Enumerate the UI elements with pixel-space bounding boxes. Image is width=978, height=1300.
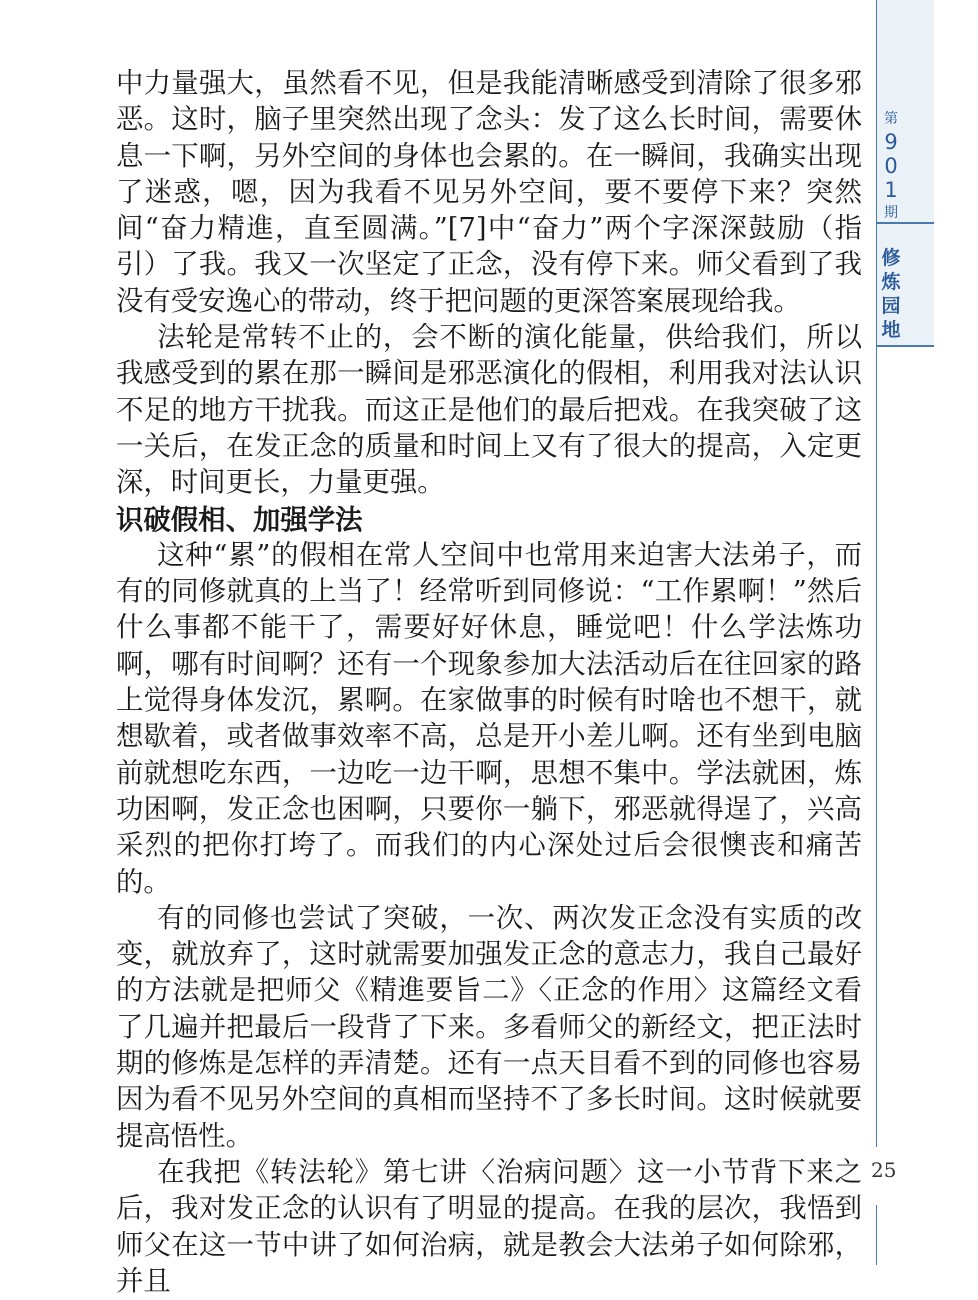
section-heading: 识破假相、加强学法 [116, 503, 363, 536]
column-title [877, 246, 905, 342]
issue-suffix: 期 [884, 205, 898, 221]
issue-prefix: 第 [884, 111, 898, 127]
sidebar-divider [877, 222, 934, 224]
sidebar-divider [877, 345, 934, 347]
issue-digit: 0 [884, 154, 898, 178]
paragraph: 这种“累”的假相在常人空间中也常用来迫害大法弟子，而有的同修就真的上当了！经常听到同修说：“工作累啊！”然后什么事都不能干了，需要好好休息，睡觉吧！什么学法炼功啊，哪有时间啊？还有一个现象参加大法活动后在往回家的路上觉得身体发沉，累啊。在家做事的时候有时啥也不想干，就想歇着，或者做事效率不高，总是开小差儿啊。还有坐到电脑前就想吃东西，一边吃一边干啊，思想不集中。学法就困，炼功困啊，发正念也困啊，只要你一躺下，邪恶就得逞了，兴高采烈的把你打垮了。而我们的内心深处过后会很懊丧和痛苦的。 [116, 539, 862, 898]
issue-label [877, 108, 905, 224]
column-char: 地 [881, 319, 901, 341]
paragraph: 中力量强大，虽然看不见，但是我能清晰感受到清除了很多邪恶。这时，脑子里突然出现了念头：发了这么长时间，需要休息一下啊，另外空间的身体也会累的。在一瞬间，我确实出现了迷惑，嗯，因为我看不见另外空间，要不要停下来？突然间“奋力精進，直至圆满。”[7]中“奋力”两个字深深鼓励（指引）了我。我又一次坚定了正念，没有停下来。师父看到了我没有受安逸心的带动，终于把问题的更深答案展现给我。 [116, 68, 862, 317]
paragraph: 在我把《转法轮》第七讲〈治病问题〉这一小节背下来之后，我对发正念的认识有了明显的提高。在我的层次，我悟到师父在这一节中讲了如何治病，就是教会大法弟子如何除邪，并且 [116, 1156, 862, 1297]
issue-digit: 9 [884, 130, 898, 154]
article-body [116, 66, 862, 1300]
column-char: 园 [881, 295, 901, 317]
issue-number [877, 130, 905, 202]
sidebar-tab [876, 0, 934, 347]
column-char: 修 [881, 247, 901, 269]
margin-rule [876, 1205, 877, 1265]
page-number: 25 [871, 1158, 897, 1182]
paragraph: 法轮是常转不止的，会不断的演化能量，供给我们，所以我感受到的累在那一瞬间是邪恶演化的假相，利用我对法认识不足的地方干扰我。而这正是他们的最后把戏。在我突破了这一关后，在发正念的质量和时间上又有了很大的提高，入定更深，时间更长，力量更强。 [116, 322, 862, 499]
column-char: 炼 [881, 271, 901, 293]
issue-digit: 1 [884, 178, 898, 202]
margin-rule [876, 347, 877, 1147]
paragraph: 有的同修也尝试了突破，一次、两次发正念没有实质的改变，就放弃了，这时就需要加强发正念的意志力，我自己最好的方法就是把师父《精進要旨二》〈正念的作用〉这篇经文看了几遍并把最后一段背了下来。多看师父的新经文，把正法时期的修炼是怎样的弄清楚。还有一点天目看不到的同修也容易因为看不见另外空间的真相而坚持不了多长时间。这时候就要提高悟性。 [116, 902, 862, 1152]
